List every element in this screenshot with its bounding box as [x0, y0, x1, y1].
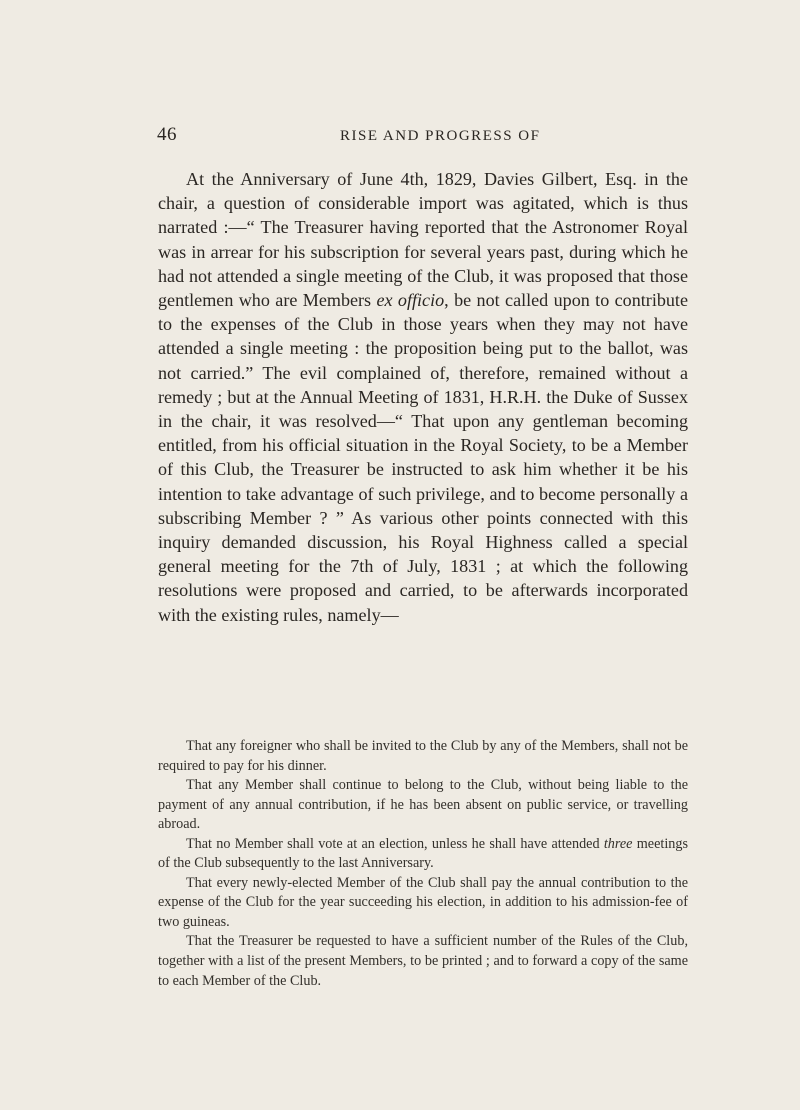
- resolution-text: That no Member shall vote at an election, unless he shall have attended: [186, 835, 604, 852]
- resolution-item: That every newly-elected Member of the Club shall pay the annual contribution to the expense of the Club for the year succeeding his election, in addition to his admission-fee of two guineas.: [158, 874, 688, 930]
- main-text: [158, 167, 688, 627]
- resolutions-list: [158, 737, 688, 991]
- paragraph-text: , be not called upon to contribute to the expenses of the Club in those years when they may not have attended a single meeting : the proposition being put to the ballot, was not carried.” The evil complained of, therefore, remained without a remedy ; but at the Annual Meeting of 1831, H.R.H. the Duke of Sussex in the chair, it was resolved—“ That upon any gentleman becoming entitled, from his official situation in the Royal Society, to be a Member of this Club, the Treasurer be instructed to ask him whether it be his intention to take advantage of such privilege, and to become personally a subscribing Member ? ” As various other points connected with this inquiry demanded discussion, his Royal Highness called a special general meeting for the 7th of July, 1831 ; at which the following resolutions were proposed and carried, to be afterwards incorporated with the existing rules, namely—: [158, 290, 688, 625]
- italic-word: three: [603, 835, 633, 852]
- italic-phrase: ex officio: [376, 290, 445, 311]
- page-number: 46: [157, 124, 177, 145]
- page-header: [0, 124, 800, 154]
- resolution-item: [158, 835, 688, 874]
- paragraph-text: At the Anniversary of June 4th, 1829, Davies Gilbert, Esq. in the chair, a question of considerable import was agitated, which is thus narrated :—“ The Treasurer having reported that the Astronomer Royal was in arrear for his subscription for several years past, during which he had not attended a single meeting of the Club, it was proposed that those gentlemen who are Members: [158, 169, 688, 311]
- resolution-text: meetings of the Club subsequently to the last Anniversary.: [158, 835, 688, 872]
- running-head: RISE AND PROGRESS OF: [340, 128, 541, 144]
- paragraph-anniversary: [158, 167, 688, 627]
- resolution-item: That any Member shall continue to belong to the Club, without being liable to the payment of any annual contribution, if he has been absent on public service, or travelling abroad.: [158, 777, 688, 833]
- resolution-item: That the Treasurer be requested to have a sufficient number of the Rules of the Club, together with a list of the present Members, to be printed ; and to forward a copy of the same to each Member of the Club.: [158, 933, 688, 989]
- resolution-item: That any foreigner who shall be invited to the Club by any of the Members, shall not be required to pay for his dinner.: [158, 738, 688, 774]
